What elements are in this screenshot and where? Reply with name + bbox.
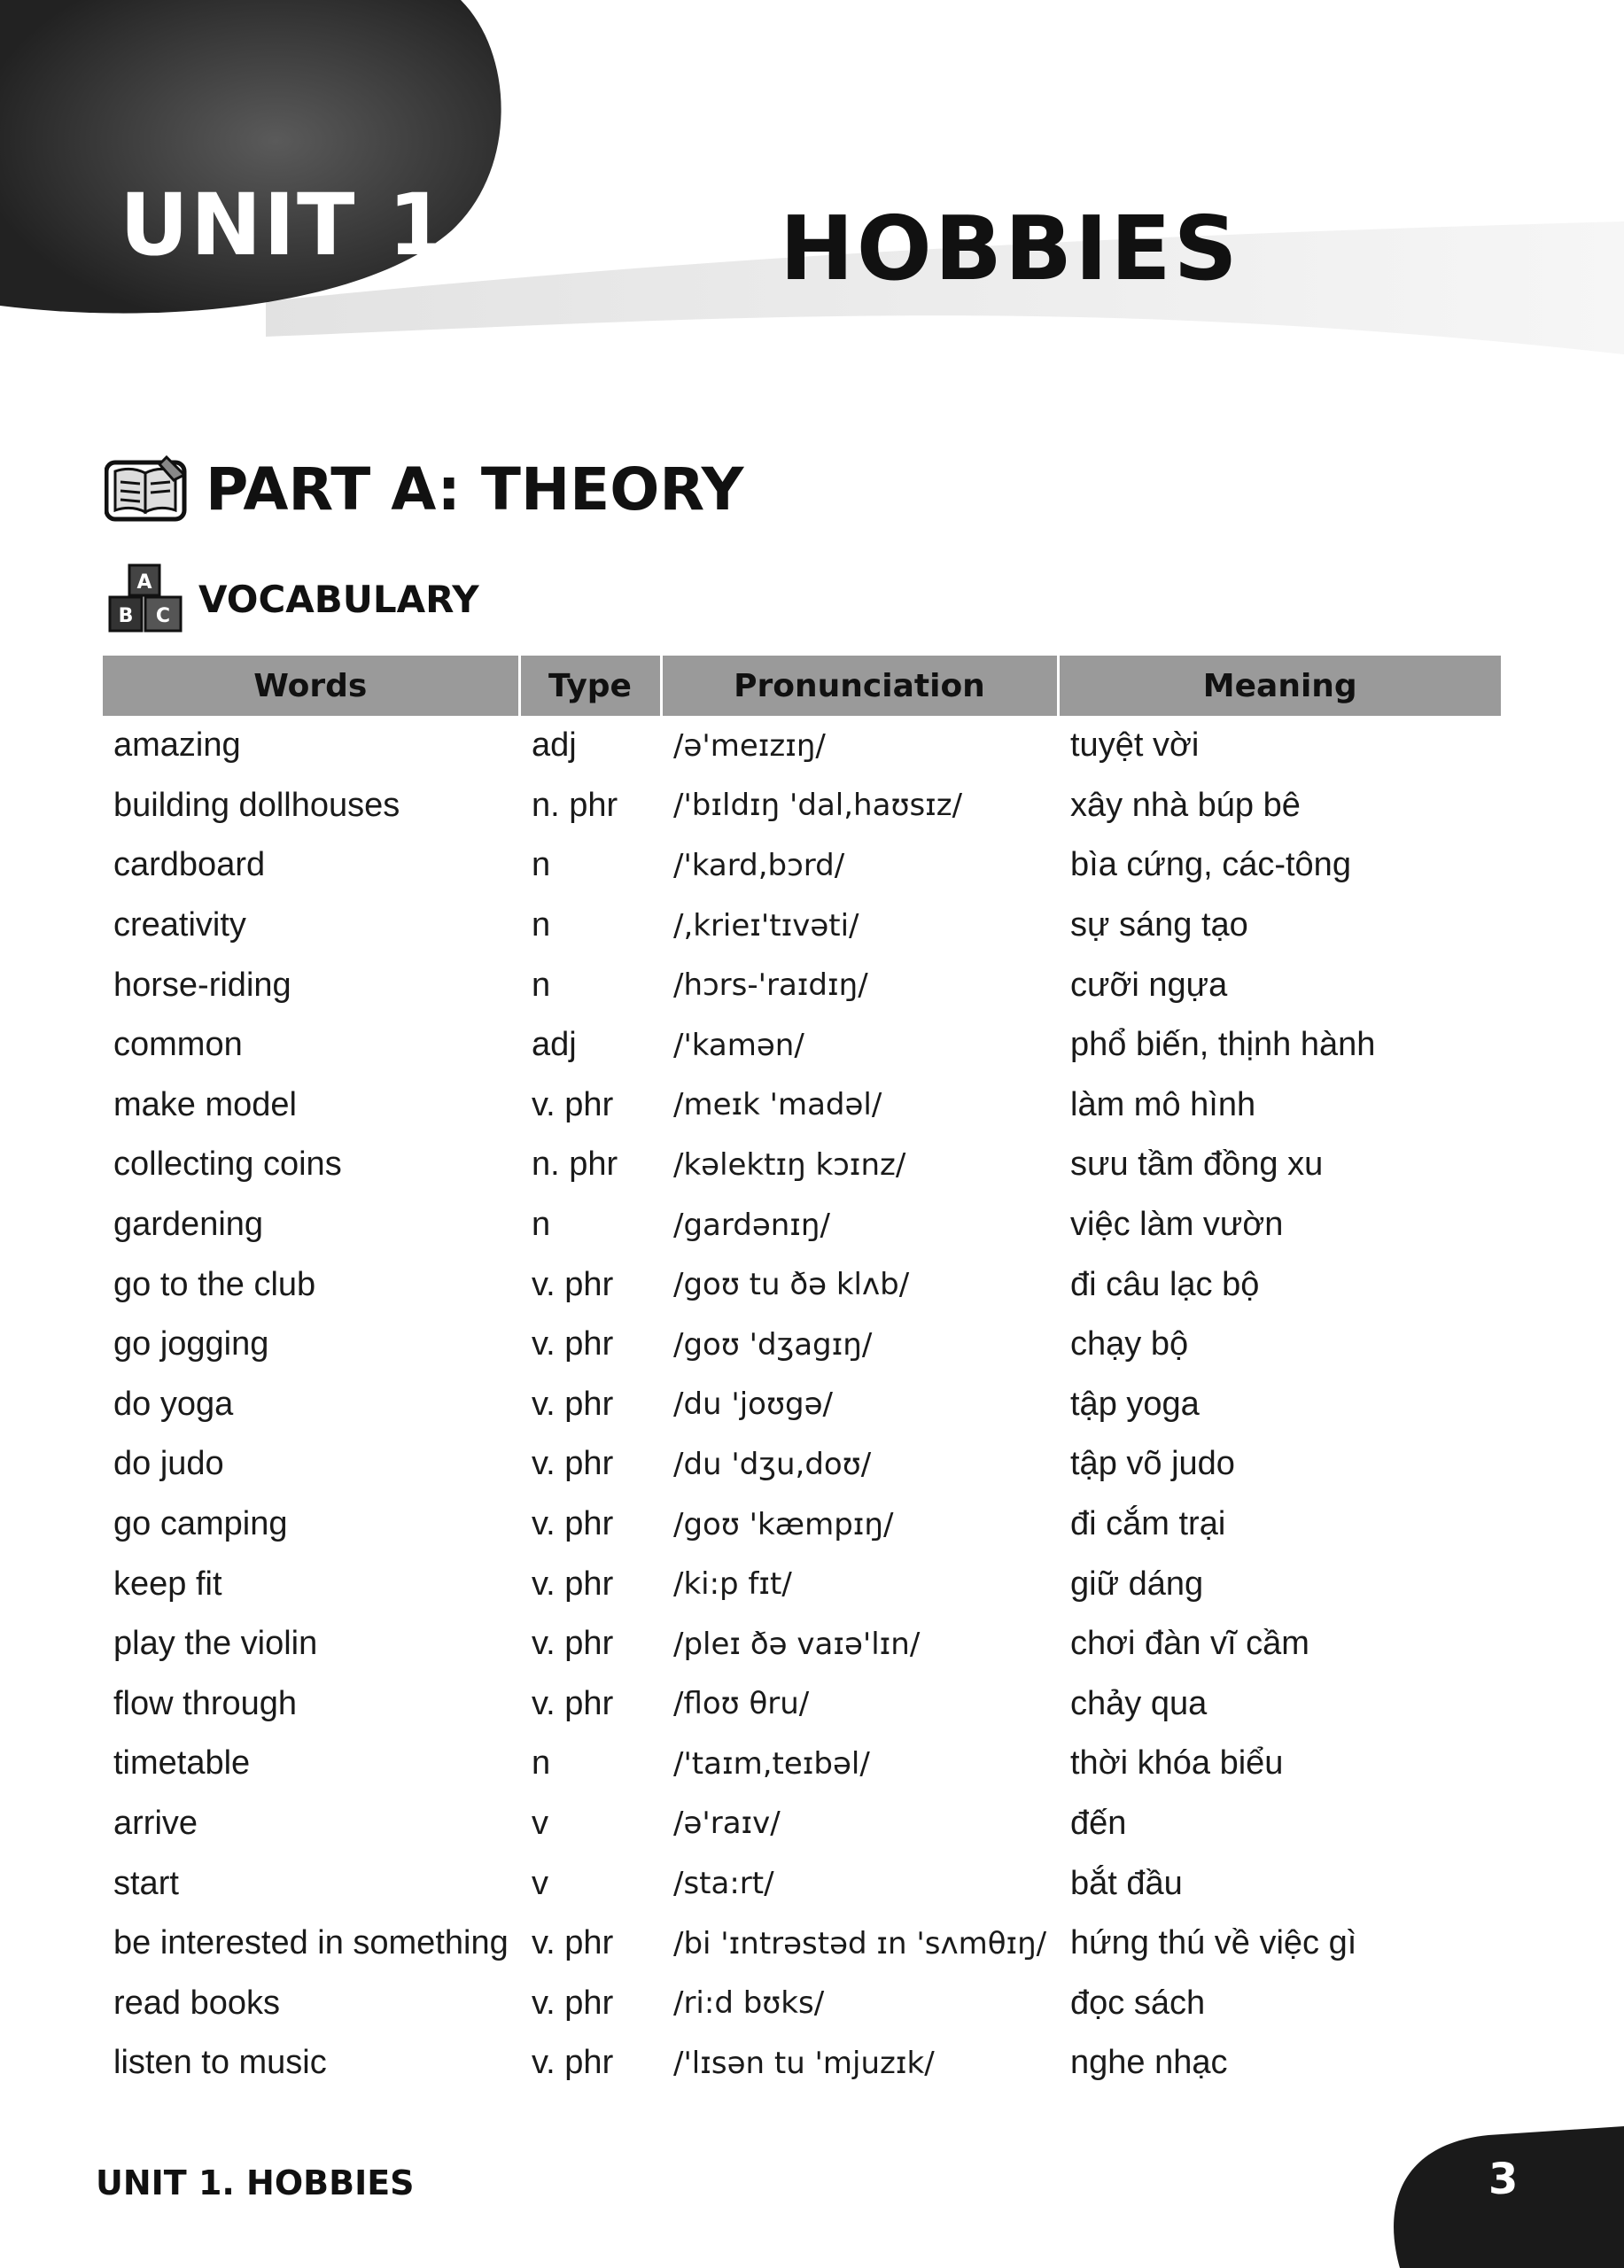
vocabulary-title: VOCABULARY (198, 577, 479, 621)
vocab-word: creativity (113, 906, 246, 944)
vocab-pronunciation: /ə'meɪzɪŋ/ (673, 727, 826, 764)
vocab-pronunciation: /gardənɪŋ/ (673, 1207, 830, 1243)
table-row (103, 776, 1501, 836)
vocab-pronunciation: /,krieɪ'tɪvəti/ (673, 907, 859, 944)
part-heading (105, 454, 743, 524)
unit-badge (0, 0, 532, 328)
vocab-type: v. phr (532, 1265, 614, 1303)
vocab-meaning: đi câu lạc bộ (1070, 1265, 1260, 1303)
vocab-word: common (113, 1026, 243, 1064)
svg-text:A: A (136, 571, 152, 594)
vocab-meaning: bìa cứng, các-tông (1070, 846, 1351, 884)
vocab-type: v (532, 1864, 548, 1902)
vocab-type: v. phr (532, 1505, 614, 1543)
table-row (103, 1614, 1501, 1674)
vocab-type: n (532, 1744, 551, 1783)
vocab-pronunciation: /kəlektɪŋ kɔɪnz/ (673, 1146, 906, 1183)
vocab-meaning: chạy bộ (1070, 1325, 1189, 1363)
vocab-pronunciation: /floʊ θru/ (673, 1686, 810, 1722)
vocab-word: arrive (113, 1804, 198, 1842)
open-book-icon (105, 454, 190, 524)
vocab-type: v. phr (532, 1924, 614, 1962)
table-row (103, 1554, 1501, 1614)
vocab-meaning: sưu tầm đồng xu (1070, 1146, 1324, 1184)
vocabulary-heading (105, 563, 479, 634)
part-title: PART A: THEORY (206, 454, 744, 524)
table-header-row (103, 656, 1501, 716)
vocab-meaning: xây nhà búp bê (1070, 786, 1301, 824)
vocab-type: n (532, 1206, 551, 1244)
vocab-meaning: tập võ judo (1070, 1445, 1235, 1483)
column-header-pronunciation: Pronunciation (661, 656, 1058, 716)
vocab-type: n. phr (532, 786, 618, 824)
vocab-pronunciation: /du 'dʒu,doʊ/ (673, 1446, 872, 1482)
vocab-meaning: đi cắm trại (1070, 1505, 1226, 1543)
vocab-meaning: nghe nhạc (1070, 2044, 1228, 2082)
unit-title: HOBBIES (780, 197, 1240, 300)
vocab-meaning: đến (1070, 1804, 1127, 1842)
vocab-word: read books (113, 1984, 281, 2022)
vocab-meaning: chảy qua (1070, 1684, 1208, 1722)
vocab-pronunciation: /meɪk 'madəl/ (673, 1087, 882, 1123)
vocab-type: v. phr (532, 1565, 614, 1603)
table-row (103, 1973, 1501, 2033)
vocab-pronunciation: /hɔrs-'raɪdɪŋ/ (673, 967, 868, 1004)
vocab-type: adj (532, 1026, 577, 1064)
table-row (103, 1734, 1501, 1794)
table-row (103, 716, 1501, 776)
vocab-type: v. phr (532, 1684, 614, 1722)
table-row (103, 1315, 1501, 1375)
vocab-type: v. phr (532, 1445, 614, 1483)
table-row (103, 1794, 1501, 1854)
vocab-word: building dollhouses (113, 786, 400, 824)
vocab-pronunciation: /pleɪ ðə vaɪə'lɪn/ (673, 1626, 921, 1662)
table-row (103, 1375, 1501, 1435)
vocab-meaning: làm mô hình (1070, 1085, 1256, 1123)
svg-text:B: B (118, 605, 134, 627)
vocab-pronunciation: /'bɪldɪŋ 'dal,haʊsɪz/ (673, 788, 963, 824)
vocab-word: go to the club (113, 1265, 316, 1303)
vocab-pronunciation: /du 'joʊgə/ (673, 1386, 833, 1423)
table-row (103, 1015, 1501, 1076)
column-header-meaning: Meaning (1058, 656, 1501, 716)
table-row (103, 896, 1501, 956)
table-row (103, 1495, 1501, 1555)
vocab-type: v. phr (532, 2044, 614, 2082)
vocab-meaning: tuyệt vời (1070, 726, 1200, 765)
column-header-words: Words (103, 656, 519, 716)
vocab-type: n (532, 846, 551, 884)
vocab-type: v (532, 1804, 548, 1842)
vocab-pronunciation: /sta:rt/ (673, 1866, 774, 1902)
vocab-word: do judo (113, 1445, 224, 1483)
vocab-meaning: giữ dáng (1070, 1565, 1204, 1603)
vocab-word: listen to music (113, 2044, 327, 2082)
vocab-type: n (532, 966, 551, 1004)
vocab-pronunciation: /'kard,bɔrd/ (673, 847, 845, 883)
table-row (103, 1135, 1501, 1195)
vocab-word: keep fit (113, 1565, 222, 1603)
vocab-word: amazing (113, 726, 241, 765)
vocab-word: start (113, 1864, 179, 1902)
vocab-meaning: đọc sách (1070, 1984, 1206, 2022)
blocks-icon (105, 563, 186, 634)
table-row (103, 1674, 1501, 1735)
table-row (103, 1434, 1501, 1495)
vocab-type: v. phr (532, 1984, 614, 2022)
table-row (103, 955, 1501, 1015)
vocab-word: horse-riding (113, 966, 291, 1004)
vocab-word: go jogging (113, 1325, 269, 1363)
vocabulary-table (103, 656, 1501, 2093)
vocab-pronunciation: /bi 'ɪntrəstəd ɪn 'sʌmθɪŋ/ (673, 1925, 1047, 1961)
table-row (103, 1914, 1501, 1974)
running-footer-title: UNIT 1. HOBBIES (96, 2163, 415, 2202)
vocab-word: cardboard (113, 846, 266, 884)
unit-label: UNIT 1 (120, 175, 449, 275)
vocab-pronunciation: /ki:p fɪt/ (673, 1566, 792, 1603)
vocab-word: play the violin (113, 1625, 318, 1663)
table-row (103, 835, 1501, 896)
vocab-meaning: việc làm vườn (1070, 1206, 1284, 1244)
vocab-type: v. phr (532, 1625, 614, 1663)
vocab-type: v. phr (532, 1385, 614, 1423)
vocab-meaning: thời khóa biểu (1070, 1744, 1284, 1783)
table-row (103, 1254, 1501, 1315)
vocab-type: n (532, 906, 551, 944)
vocab-pronunciation: /'taɪm,teɪbəl/ (673, 1745, 870, 1782)
vocab-type: v. phr (532, 1325, 614, 1363)
vocab-word: be interested in something (113, 1924, 509, 1962)
vocab-pronunciation: /ri:d bʊks/ (673, 1985, 825, 2022)
svg-text:C: C (155, 605, 171, 627)
table-row (103, 2033, 1501, 2093)
vocab-type: v. phr (532, 1085, 614, 1123)
vocab-word: gardening (113, 1206, 264, 1244)
vocab-word: collecting coins (113, 1146, 342, 1184)
vocab-pronunciation: /'kamən/ (673, 1027, 804, 1063)
page-number: 3 (1488, 2155, 1519, 2204)
vocab-pronunciation: /ə'raɪv/ (673, 1806, 781, 1842)
vocab-meaning: cưỡi ngựa (1070, 966, 1228, 1004)
column-header-type: Type (519, 656, 661, 716)
vocab-pronunciation: /goʊ 'dʒagɪŋ/ (673, 1326, 873, 1363)
vocab-meaning: bắt đầu (1070, 1864, 1183, 1902)
vocab-word: do yoga (113, 1385, 234, 1423)
vocab-meaning: tập yoga (1070, 1385, 1200, 1423)
vocab-word: timetable (113, 1744, 251, 1783)
table-row (103, 1076, 1501, 1136)
vocab-word: go camping (113, 1505, 288, 1543)
vocab-pronunciation: /goʊ tu ðə klʌb/ (673, 1267, 910, 1303)
table-row (103, 1195, 1501, 1255)
vocab-pronunciation: /'lɪsən tu 'mjuzɪk/ (673, 2045, 935, 2081)
table-row (103, 1853, 1501, 1914)
vocab-word: make model (113, 1085, 297, 1123)
vocab-pronunciation: /goʊ 'kæmpɪŋ/ (673, 1506, 894, 1542)
vocab-word: flow through (113, 1684, 298, 1722)
vocab-type: n. phr (532, 1146, 618, 1184)
vocab-meaning: hứng thú về việc gì (1070, 1924, 1357, 1962)
vocab-meaning: chơi đàn vĩ cầm (1070, 1625, 1309, 1663)
vocab-meaning: sự sáng tạo (1070, 906, 1248, 944)
vocab-meaning: phổ biến, thịnh hành (1070, 1026, 1376, 1064)
vocab-type: adj (532, 726, 577, 765)
